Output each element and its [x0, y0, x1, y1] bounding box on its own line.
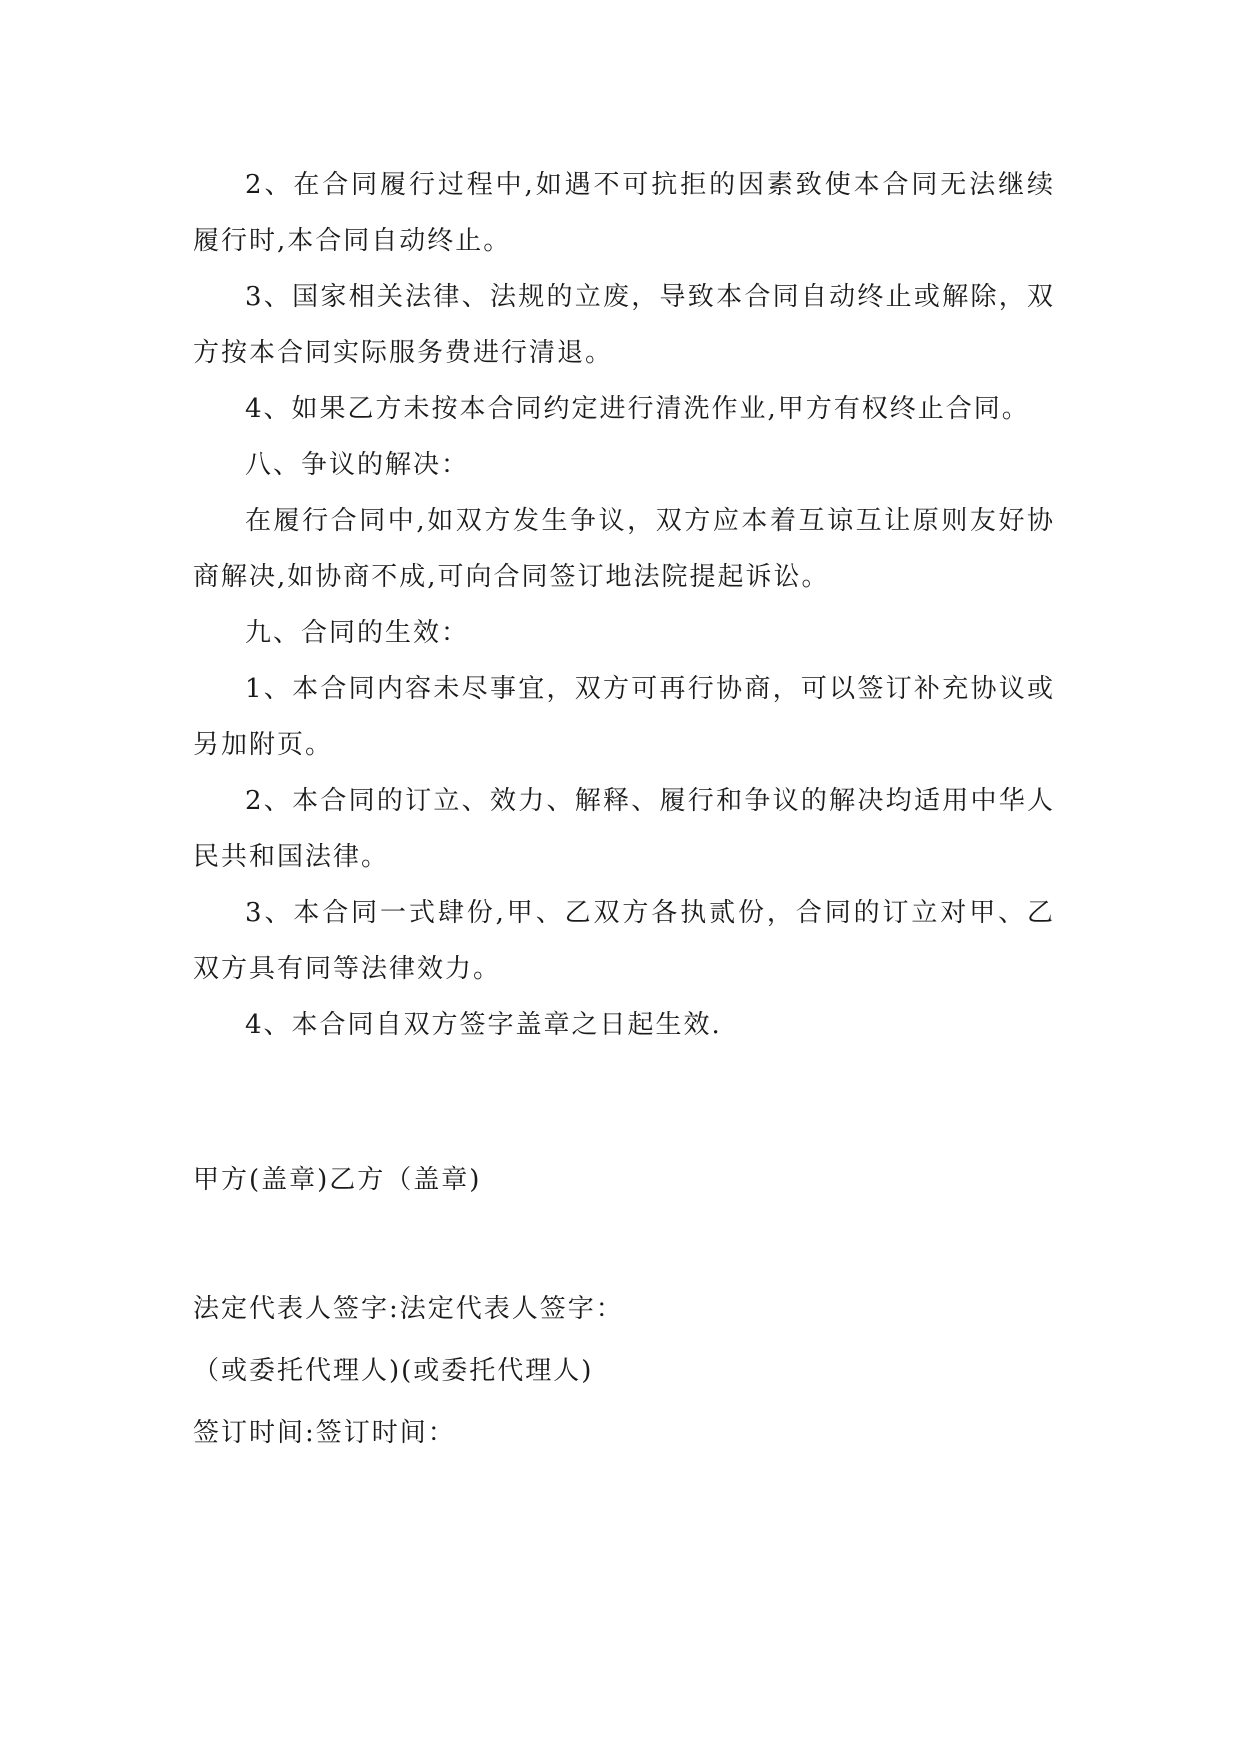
section-heading-dispute: 八、争议的解决： — [245, 450, 470, 480]
contract-body — [193, 157, 1055, 1053]
signature-parties: 甲方(盖章)乙方（盖章) — [193, 1165, 482, 1195]
clause-termination-force-majeure: 2、在合同履行过程中,如遇不可抗拒的因素致使本合同无法继续履行时,本合同自动终止。 — [193, 170, 1055, 256]
clause-dispute-resolution: 在履行合同中,如双方发生争议，双方应本着互谅互让原则友好协商解决,如协商不成,可向合同签订地法院提起诉讼。 — [193, 506, 1055, 592]
signature-agent: （或委托代理人)(或委托代理人) — [193, 1356, 594, 1386]
clause-termination-law-change: 3、国家相关法律、法规的立废，导致本合同自动终止或解除，双方按本合同实际服务费进行清退。 — [193, 282, 1055, 368]
clause-termination-breach: 4、如果乙方未按本合同约定进行清洗作业,甲方有权终止合同。 — [245, 394, 1030, 424]
signature-date: 签订时间:签订时间： — [193, 1418, 456, 1448]
clause-copies: 3、本合同一式肆份,甲、乙双方各执贰份，合同的订立对甲、乙双方具有同等法律效力。 — [193, 898, 1055, 984]
clause-effective-date: 4、本合同自双方签字盖章之日起生效. — [245, 1010, 722, 1040]
signature-representative: 法定代表人签字:法定代表人签字： — [193, 1294, 624, 1324]
section-heading-effectiveness: 九、合同的生效： — [245, 618, 470, 648]
clause-supplement: 1、本合同内容未尽事宜，双方可再行协商，可以签订补充协议或另加附页。 — [193, 674, 1055, 760]
clause-governing-law: 2、本合同的订立、效力、解释、履行和争议的解决均适用中华人民共和国法律。 — [193, 786, 1055, 872]
